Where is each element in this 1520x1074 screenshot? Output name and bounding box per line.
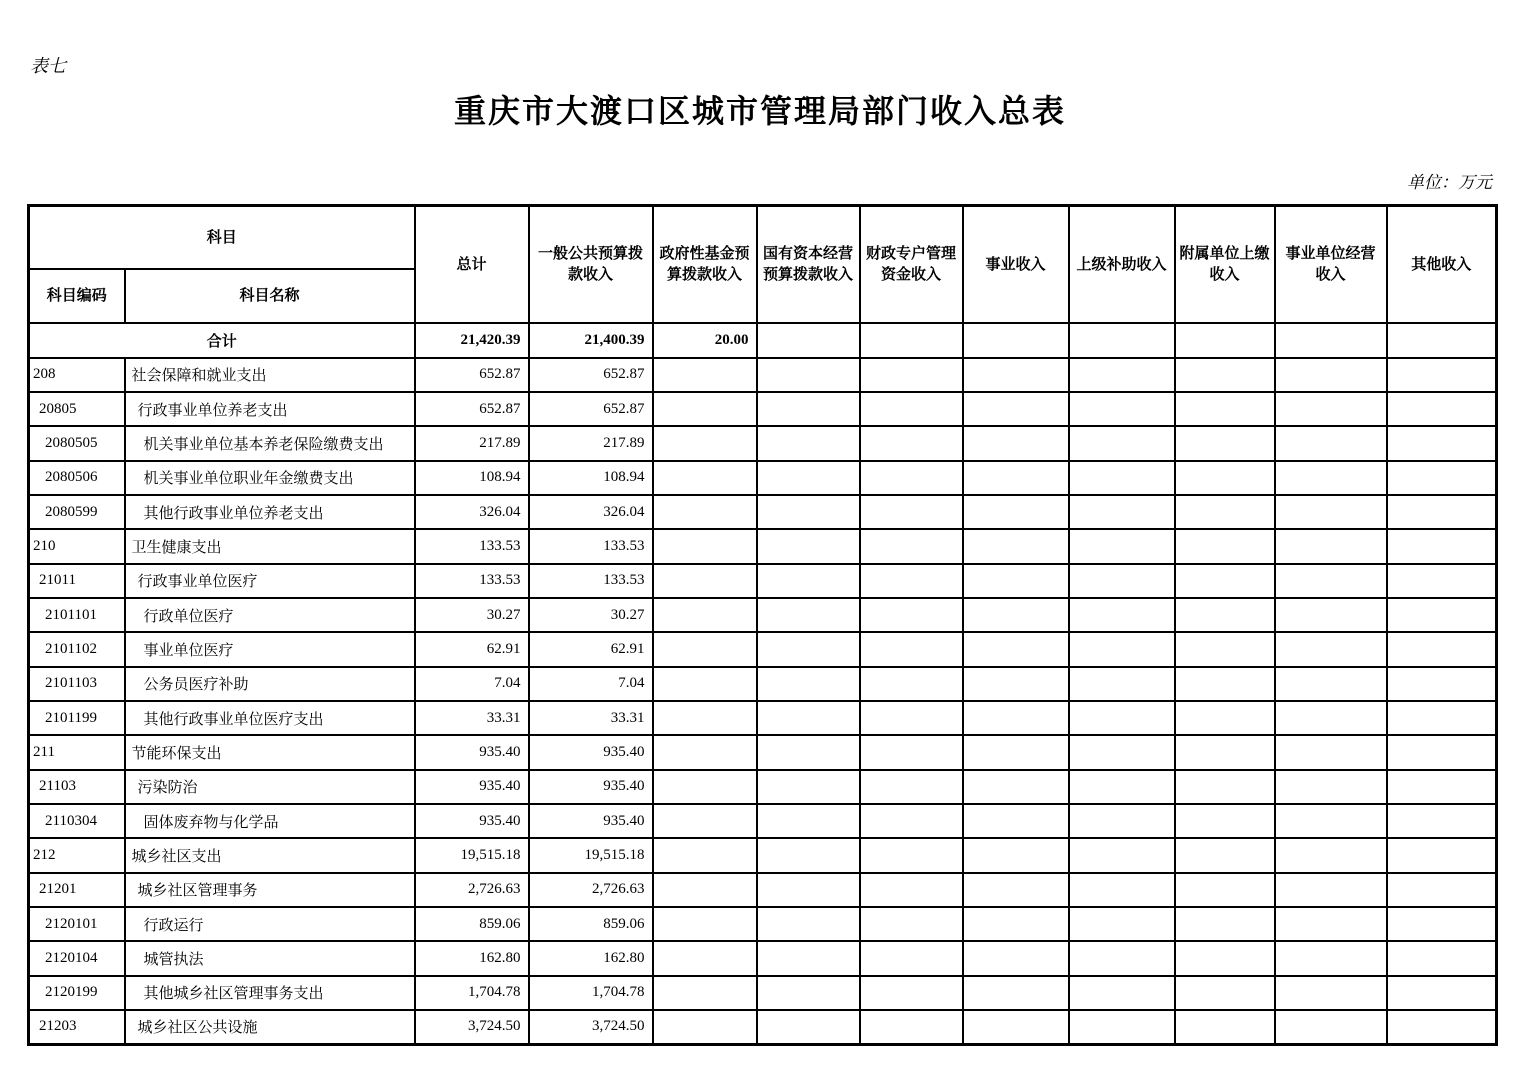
cell-value: 652.87 — [529, 358, 653, 392]
cell-value — [757, 426, 860, 460]
column-header: 附属单位上缴收入 — [1175, 206, 1275, 323]
cell-value: 30.27 — [529, 598, 653, 632]
cell-subject-name: 固体废弃物与化学品 — [125, 804, 415, 838]
cell-value — [653, 495, 757, 529]
total-value-cell — [1275, 323, 1387, 358]
cell-value — [1275, 735, 1387, 769]
cell-value — [963, 907, 1069, 941]
cell-value — [653, 735, 757, 769]
cell-value: 935.40 — [529, 735, 653, 769]
cell-subject-name: 城乡社区支出 — [125, 838, 415, 872]
cell-value — [1387, 1010, 1497, 1044]
unit-label: 单位：万元 — [1407, 173, 1492, 193]
cell-subject-name: 行政事业单位养老支出 — [125, 392, 415, 426]
cell-value — [1175, 873, 1275, 907]
table-row — [29, 495, 1497, 529]
cell-value: 19,515.18 — [529, 838, 653, 872]
table-row — [29, 976, 1497, 1010]
cell-value — [963, 667, 1069, 701]
cell-value — [1069, 838, 1175, 872]
cell-value — [1387, 495, 1497, 529]
table-row — [29, 1010, 1497, 1044]
cell-value — [860, 838, 963, 872]
cell-value — [963, 735, 1069, 769]
cell-value — [1175, 564, 1275, 598]
cell-value: 935.40 — [529, 770, 653, 804]
column-header: 总计 — [415, 206, 529, 323]
cell-value — [1387, 632, 1497, 666]
cell-value — [1387, 392, 1497, 426]
cell-value — [1069, 770, 1175, 804]
total-label: 合计 — [29, 323, 415, 358]
cell-value: 162.80 — [529, 941, 653, 975]
cell-value — [653, 392, 757, 426]
cell-value — [963, 1010, 1069, 1044]
cell-value — [653, 941, 757, 975]
cell-value — [653, 873, 757, 907]
cell-value — [757, 392, 860, 426]
cell-value — [963, 941, 1069, 975]
cell-value — [860, 941, 963, 975]
total-value-cell: 21,420.39 — [415, 323, 529, 358]
total-value-cell — [757, 323, 860, 358]
cell-value — [1275, 392, 1387, 426]
cell-value: 108.94 — [529, 461, 653, 495]
cell-value — [1069, 529, 1175, 563]
cell-subject-code: 2120104 — [29, 941, 125, 975]
cell-value — [1275, 976, 1387, 1010]
cell-value — [1275, 632, 1387, 666]
cell-value: 162.80 — [415, 941, 529, 975]
cell-value — [1275, 770, 1387, 804]
cell-subject-code: 2110304 — [29, 804, 125, 838]
sheet-number-label: 表七 — [30, 56, 66, 77]
cell-value — [757, 907, 860, 941]
cell-value — [860, 701, 963, 735]
cell-value: 133.53 — [415, 529, 529, 563]
cell-value — [757, 976, 860, 1010]
table-row — [29, 598, 1497, 632]
cell-value: 652.87 — [415, 358, 529, 392]
cell-value: 33.31 — [529, 701, 653, 735]
cell-value — [653, 461, 757, 495]
cell-value — [963, 976, 1069, 1010]
cell-value — [1275, 426, 1387, 460]
cell-value: 935.40 — [415, 735, 529, 769]
column-header: 其他收入 — [1387, 206, 1497, 323]
cell-value — [1387, 907, 1497, 941]
cell-value — [1069, 392, 1175, 426]
cell-value — [757, 358, 860, 392]
cell-value — [1175, 358, 1275, 392]
cell-subject-name: 城管执法 — [125, 941, 415, 975]
cell-value — [1175, 632, 1275, 666]
cell-value: 19,515.18 — [415, 838, 529, 872]
cell-value — [1069, 426, 1175, 460]
cell-value — [757, 564, 860, 598]
cell-value — [653, 358, 757, 392]
table-row — [29, 735, 1497, 769]
cell-value — [963, 873, 1069, 907]
cell-value — [653, 907, 757, 941]
cell-subject-name: 其他行政事业单位医疗支出 — [125, 701, 415, 735]
cell-value — [860, 873, 963, 907]
cell-subject-code: 211 — [29, 735, 125, 769]
cell-value — [860, 632, 963, 666]
table-row — [29, 426, 1497, 460]
cell-value — [1387, 770, 1497, 804]
cell-value — [1175, 461, 1275, 495]
cell-value — [1387, 735, 1497, 769]
cell-subject-name: 机关事业单位职业年金缴费支出 — [125, 461, 415, 495]
cell-value: 30.27 — [415, 598, 529, 632]
column-header: 事业单位经营收入 — [1275, 206, 1387, 323]
cell-value — [963, 838, 1069, 872]
cell-subject-name: 公务员医疗补助 — [125, 667, 415, 701]
table-row — [29, 941, 1497, 975]
cell-value — [860, 1010, 963, 1044]
cell-value — [1069, 632, 1175, 666]
cell-value: 2,726.63 — [529, 873, 653, 907]
cell-value — [1387, 976, 1497, 1010]
cell-value: 7.04 — [415, 667, 529, 701]
total-value-cell: 21,400.39 — [529, 323, 653, 358]
cell-value — [1069, 358, 1175, 392]
cell-value — [963, 770, 1069, 804]
cell-value — [1275, 495, 1387, 529]
cell-value — [1387, 667, 1497, 701]
cell-value — [1069, 907, 1175, 941]
subject-name-header: 科目名称 — [125, 269, 415, 323]
cell-value — [653, 1010, 757, 1044]
cell-subject-name: 其他城乡社区管理事务支出 — [125, 976, 415, 1010]
cell-subject-code: 21103 — [29, 770, 125, 804]
cell-value — [653, 838, 757, 872]
cell-subject-code: 2080599 — [29, 495, 125, 529]
cell-value — [963, 598, 1069, 632]
cell-value — [1387, 838, 1497, 872]
cell-value: 133.53 — [529, 564, 653, 598]
cell-subject-code: 2080505 — [29, 426, 125, 460]
total-value-cell: 20.00 — [653, 323, 757, 358]
cell-value — [653, 529, 757, 563]
cell-value — [1175, 701, 1275, 735]
cell-value — [860, 770, 963, 804]
cell-value — [1387, 804, 1497, 838]
cell-value — [1175, 529, 1275, 563]
cell-value — [1387, 598, 1497, 632]
subject-code-header: 科目编码 — [29, 269, 125, 323]
total-value-cell — [963, 323, 1069, 358]
cell-value — [757, 941, 860, 975]
cell-value — [1387, 564, 1497, 598]
cell-value — [1069, 564, 1175, 598]
cell-value: 133.53 — [415, 564, 529, 598]
cell-value: 935.40 — [415, 804, 529, 838]
cell-subject-code: 2101103 — [29, 667, 125, 701]
cell-value — [653, 804, 757, 838]
column-header: 财政专户管理资金收入 — [860, 206, 963, 323]
cell-value — [1275, 667, 1387, 701]
column-header: 上级补助收入 — [1069, 206, 1175, 323]
cell-value — [860, 667, 963, 701]
cell-value — [1175, 907, 1275, 941]
table-body — [29, 323, 1497, 1045]
cell-value — [1175, 598, 1275, 632]
cell-value: 217.89 — [529, 426, 653, 460]
cell-value — [653, 770, 757, 804]
header-row-1 — [29, 206, 1497, 269]
table-row — [29, 392, 1497, 426]
cell-subject-code: 210 — [29, 529, 125, 563]
cell-value — [757, 804, 860, 838]
cell-value: 1,704.78 — [529, 976, 653, 1010]
cell-subject-name: 行政单位医疗 — [125, 598, 415, 632]
cell-value — [1275, 701, 1387, 735]
cell-value — [653, 976, 757, 1010]
cell-subject-code: 2120199 — [29, 976, 125, 1010]
cell-value — [1275, 598, 1387, 632]
cell-value — [1175, 1010, 1275, 1044]
cell-value — [1275, 529, 1387, 563]
cell-value — [1175, 495, 1275, 529]
cell-value — [757, 735, 860, 769]
cell-subject-code: 20805 — [29, 392, 125, 426]
cell-value — [653, 632, 757, 666]
cell-value: 859.06 — [529, 907, 653, 941]
cell-value: 33.31 — [415, 701, 529, 735]
cell-value — [860, 392, 963, 426]
cell-subject-name: 行政事业单位医疗 — [125, 564, 415, 598]
cell-value — [1387, 701, 1497, 735]
cell-subject-name: 节能环保支出 — [125, 735, 415, 769]
cell-subject-code: 2120101 — [29, 907, 125, 941]
cell-value — [757, 529, 860, 563]
table-row — [29, 873, 1497, 907]
cell-value — [963, 632, 1069, 666]
table-row — [29, 358, 1497, 392]
total-value-cell — [1175, 323, 1275, 358]
cell-value — [1387, 461, 1497, 495]
table-row — [29, 907, 1497, 941]
cell-subject-name: 事业单位医疗 — [125, 632, 415, 666]
cell-value — [1275, 1010, 1387, 1044]
cell-value — [757, 873, 860, 907]
cell-value — [1069, 667, 1175, 701]
cell-subject-code: 2101102 — [29, 632, 125, 666]
column-header: 一般公共预算拨款收入 — [529, 206, 653, 323]
cell-value: 652.87 — [415, 392, 529, 426]
cell-subject-name: 卫生健康支出 — [125, 529, 415, 563]
cell-value — [860, 907, 963, 941]
cell-value — [963, 495, 1069, 529]
cell-value — [860, 598, 963, 632]
subject-header: 科目 — [29, 206, 415, 269]
table-row — [29, 564, 1497, 598]
table-row — [29, 461, 1497, 495]
cell-value: 935.40 — [415, 770, 529, 804]
income-summary-table — [27, 204, 1498, 1046]
cell-value — [1069, 495, 1175, 529]
cell-value — [1275, 873, 1387, 907]
cell-subject-name: 社会保障和就业支出 — [125, 358, 415, 392]
cell-subject-code: 208 — [29, 358, 125, 392]
table-row — [29, 667, 1497, 701]
cell-value: 2,726.63 — [415, 873, 529, 907]
cell-value — [1175, 941, 1275, 975]
column-header: 事业收入 — [963, 206, 1069, 323]
cell-value — [757, 598, 860, 632]
cell-subject-name: 行政运行 — [125, 907, 415, 941]
cell-value — [1387, 358, 1497, 392]
cell-value — [1275, 907, 1387, 941]
cell-value — [1069, 461, 1175, 495]
cell-value: 3,724.50 — [415, 1010, 529, 1044]
cell-value — [1387, 426, 1497, 460]
cell-value — [1069, 804, 1175, 838]
cell-subject-name: 城乡社区管理事务 — [125, 873, 415, 907]
cell-subject-code: 2101199 — [29, 701, 125, 735]
cell-value — [757, 838, 860, 872]
cell-value: 326.04 — [529, 495, 653, 529]
cell-value — [1387, 529, 1497, 563]
cell-value: 859.06 — [415, 907, 529, 941]
cell-value: 652.87 — [529, 392, 653, 426]
cell-value — [963, 358, 1069, 392]
cell-value: 3,724.50 — [529, 1010, 653, 1044]
cell-value: 326.04 — [415, 495, 529, 529]
cell-value — [963, 701, 1069, 735]
cell-value — [653, 426, 757, 460]
cell-subject-name: 其他行政事业单位养老支出 — [125, 495, 415, 529]
table-row — [29, 529, 1497, 563]
page-title: 重庆市大渡口区城市管理局部门收入总表 — [453, 93, 1066, 129]
cell-subject-code: 2080506 — [29, 461, 125, 495]
cell-value — [1069, 1010, 1175, 1044]
table-row — [29, 804, 1497, 838]
cell-value — [1275, 564, 1387, 598]
cell-subject-code: 21201 — [29, 873, 125, 907]
cell-value — [757, 495, 860, 529]
cell-value — [757, 1010, 860, 1044]
cell-value: 935.40 — [529, 804, 653, 838]
cell-value — [1175, 392, 1275, 426]
cell-value — [757, 667, 860, 701]
cell-value: 217.89 — [415, 426, 529, 460]
total-row — [29, 323, 1497, 358]
cell-value — [860, 804, 963, 838]
cell-value — [1175, 735, 1275, 769]
cell-value — [1275, 358, 1387, 392]
cell-value: 108.94 — [415, 461, 529, 495]
cell-value — [1175, 667, 1275, 701]
cell-value — [757, 632, 860, 666]
cell-value — [1069, 701, 1175, 735]
cell-value — [1069, 598, 1175, 632]
cell-value — [757, 701, 860, 735]
cell-value: 7.04 — [529, 667, 653, 701]
cell-value — [1069, 735, 1175, 769]
total-value-cell — [860, 323, 963, 358]
column-header: 政府性基金预算拨款收入 — [653, 206, 757, 323]
cell-value — [860, 461, 963, 495]
cell-subject-name: 污染防治 — [125, 770, 415, 804]
table-row — [29, 838, 1497, 872]
cell-value — [860, 976, 963, 1010]
column-header: 国有资本经营预算拨款收入 — [757, 206, 860, 323]
cell-value — [653, 701, 757, 735]
cell-value — [963, 804, 1069, 838]
table-row — [29, 632, 1497, 666]
cell-subject-code: 21203 — [29, 1010, 125, 1044]
cell-value — [1069, 976, 1175, 1010]
cell-value: 133.53 — [529, 529, 653, 563]
table-row — [29, 770, 1497, 804]
cell-value — [1275, 941, 1387, 975]
cell-subject-name: 城乡社区公共设施 — [125, 1010, 415, 1044]
cell-subject-code: 21011 — [29, 564, 125, 598]
cell-subject-name: 机关事业单位基本养老保险缴费支出 — [125, 426, 415, 460]
table-row — [29, 701, 1497, 735]
cell-value — [963, 529, 1069, 563]
total-value-cell — [1069, 323, 1175, 358]
cell-value — [1175, 426, 1275, 460]
cell-value — [860, 358, 963, 392]
cell-value — [1175, 976, 1275, 1010]
cell-value — [963, 564, 1069, 598]
cell-value — [1175, 770, 1275, 804]
total-value-cell — [1387, 323, 1497, 358]
cell-value — [963, 461, 1069, 495]
cell-value — [860, 735, 963, 769]
cell-value — [860, 495, 963, 529]
cell-value — [1069, 941, 1175, 975]
cell-value — [653, 564, 757, 598]
cell-value — [1275, 838, 1387, 872]
cell-value — [963, 392, 1069, 426]
cell-value — [653, 667, 757, 701]
cell-value — [757, 461, 860, 495]
cell-value — [1175, 838, 1275, 872]
cell-value: 62.91 — [415, 632, 529, 666]
cell-value — [1175, 804, 1275, 838]
cell-value — [860, 426, 963, 460]
cell-subject-code: 2101101 — [29, 598, 125, 632]
table-header — [29, 206, 1497, 323]
cell-value — [1387, 941, 1497, 975]
cell-value — [1275, 804, 1387, 838]
cell-value — [1069, 873, 1175, 907]
cell-value — [757, 770, 860, 804]
cell-value — [860, 564, 963, 598]
cell-value — [653, 598, 757, 632]
cell-value — [1275, 461, 1387, 495]
cell-value: 62.91 — [529, 632, 653, 666]
cell-value — [1387, 873, 1497, 907]
cell-value — [963, 426, 1069, 460]
cell-subject-code: 212 — [29, 838, 125, 872]
cell-value — [860, 529, 963, 563]
cell-value: 1,704.78 — [415, 976, 529, 1010]
